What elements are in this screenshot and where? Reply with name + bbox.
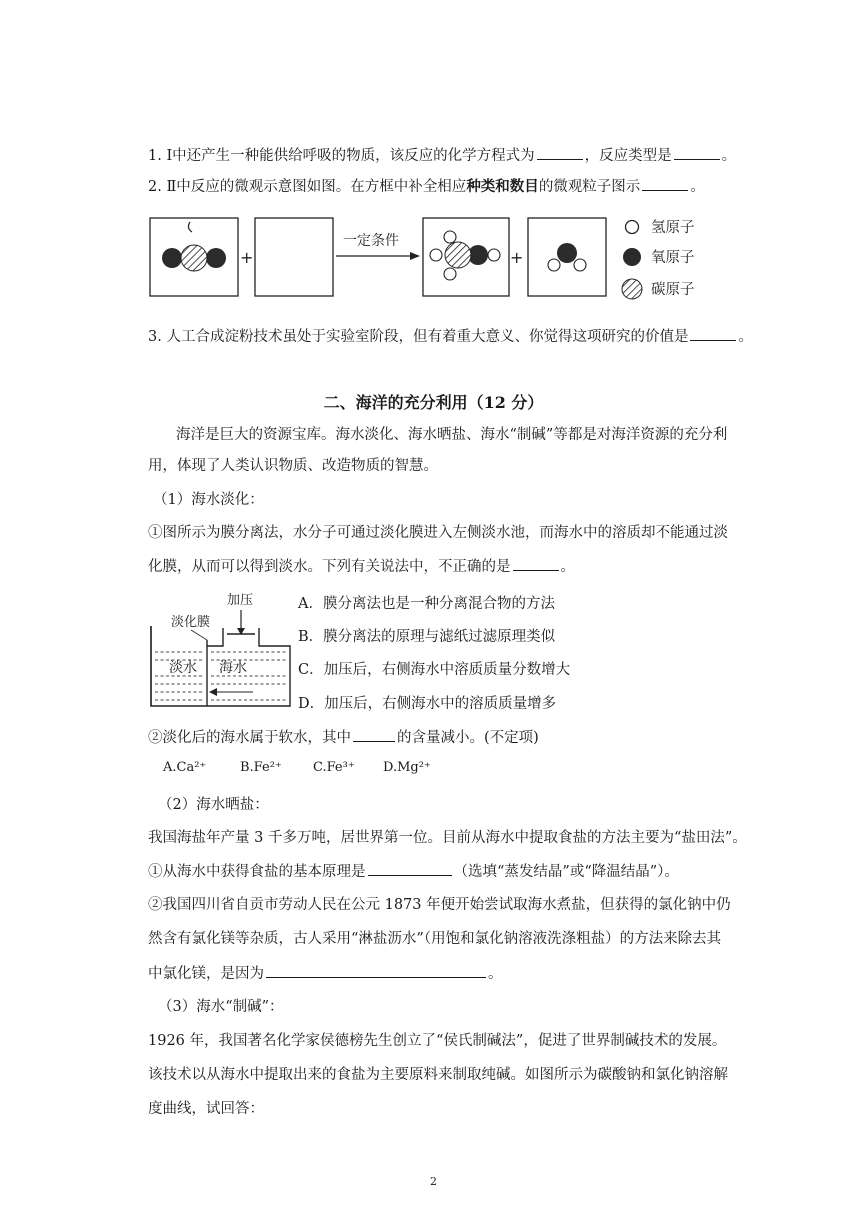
water-molecule	[548, 243, 586, 271]
oxygen-atom-icon	[623, 248, 641, 266]
ion-option-a[interactable]: A.Ca²⁺	[163, 760, 207, 775]
sub2-q1-text: ①从海水中获得食盐的基本原理是	[148, 864, 366, 880]
reaction-diagram	[140, 210, 720, 305]
sub1-q1-line2-text: 化膜，从而可以得到淡水。下列有关说法中，不正确的是	[148, 559, 511, 575]
sub1-q1-line1: ①图所示为膜分离法，水分子可通过淡化膜进入左侧淡水池，而海水中的溶质却不能通过淡	[148, 525, 728, 541]
legend-oxygen: 氧原子	[651, 250, 695, 266]
label-pressure: 加压	[227, 593, 254, 608]
membrane-figure	[145, 588, 295, 713]
sub3-line1: 1926 年，我国著名化学家侯德榜先生创立了“侯氏制碱法”，促进了世界制碱技术的发展。	[148, 1033, 727, 1049]
sub2-q2-line1: ②我国四川省自贡市劳动人民在公元 1873 年便开始尝试取海水煮盐，但获得的氯化钠中仍	[148, 897, 731, 913]
sub2-q2-line3	[148, 963, 503, 984]
q1-3-end: 。	[738, 329, 753, 345]
empty-answer-box[interactable]	[255, 218, 333, 296]
label-sea-water: 海水	[219, 660, 247, 676]
q1-1-end: 。	[721, 148, 737, 164]
ion-option-d[interactable]: D.Mg²⁺	[383, 760, 431, 775]
sub2-line1: 我国海盐年产量 3 千多万吨，居世界第一位。目前从海水中提取食盐的方法主要为“盐田法”。	[148, 830, 747, 846]
carbon-atom-icon	[622, 279, 642, 299]
ion-option-b[interactable]: B.Fe²⁺	[240, 760, 282, 775]
intro-line-2: 用，体现了人类认识物质、改造物质的智慧。	[148, 458, 438, 474]
answer-blank[interactable]	[537, 145, 583, 160]
question-1-1	[148, 145, 736, 166]
co2-molecule	[162, 245, 226, 271]
sub1-q2-text-post: 的含量减小。(不定项)	[397, 730, 539, 746]
q1-2-bold: 种类和数目	[466, 178, 539, 195]
q1-2-text: 2. Ⅱ中反应的微观示意图如图。在方框中补全相应	[148, 179, 467, 195]
option-a[interactable]: A．膜分离法也是一种分离混合物的方法	[298, 596, 555, 612]
label-membrane: 淡化膜	[171, 615, 211, 630]
plus-sign-2: +	[510, 248, 524, 267]
option-d[interactable]: D．加压后，右侧海水中的溶质质量增多	[298, 696, 557, 712]
answer-blank[interactable]	[674, 145, 720, 160]
label-fresh-water: 淡水	[169, 660, 197, 676]
sub1-q2-text: ②淡化后的海水属于软水，其中	[148, 730, 351, 746]
reaction-condition: 一定条件	[343, 233, 399, 249]
option-b[interactable]: B．膜分离法的原理与滤纸过滤原理类似	[298, 629, 556, 645]
sub1-heading: （1）海水淡化：	[153, 492, 264, 508]
sub2-q2-line3-end: 。	[488, 966, 503, 982]
answer-blank[interactable]	[513, 556, 559, 571]
sub2-q1-text-post: （选填“蒸发结晶”或“降温结晶”）。	[453, 864, 679, 880]
q1-3-text: 3. 人工合成淀粉技术虽处于实验室阶段，但有着重大意义、你觉得这项研究的价值是	[148, 329, 689, 345]
sub2-heading: （2）海水晒盐：	[158, 797, 269, 813]
ion-option-c[interactable]: C.Fe³⁺	[313, 760, 355, 775]
sub2-q1	[148, 861, 679, 882]
sub3-line3: 度曲线，试回答：	[148, 1101, 264, 1117]
plus-sign-1: +	[240, 248, 254, 267]
answer-blank[interactable]	[266, 963, 486, 978]
sub3-heading: （3）海水“制碱”：	[158, 999, 284, 1015]
question-1-2	[148, 176, 705, 197]
answer-blank[interactable]	[353, 727, 395, 742]
sub3-line2: 该技术以从海水中提取出来的食盐为主要原料来制取纯碱。如图所示为碳酸钠和氯化钠溶解	[148, 1067, 728, 1083]
sub1-q1-line2-end: 。	[560, 559, 575, 575]
answer-blank[interactable]	[690, 326, 736, 341]
methanol-molecule	[430, 231, 500, 280]
q1-2-end: 。	[690, 179, 705, 195]
q1-1-text: 1. Ⅰ中还产生一种能供给呼吸的物质，该反应的化学方程式为	[148, 148, 535, 164]
sub2-q2-line3-text: 中氯化镁，是因为	[148, 966, 264, 982]
legend-carbon: 碳原子	[651, 282, 695, 298]
section-title: 二、海洋的充分利用（12 分）	[323, 393, 544, 412]
question-1-3	[148, 326, 753, 347]
sub1-q2	[148, 727, 539, 748]
page-number: 2	[430, 1175, 437, 1188]
sub1-q1-line2	[148, 556, 575, 577]
legend-hydrogen: 氢原子	[651, 220, 695, 236]
option-c[interactable]: C．加压后，右侧海水中溶质质量分数增大	[298, 662, 571, 678]
answer-blank[interactable]	[368, 861, 452, 876]
legend	[622, 219, 695, 299]
q1-1-text-mid: ，反应类型是	[584, 148, 672, 164]
answer-blank[interactable]	[642, 176, 688, 191]
q1-2-text-post: 的微观粒子图示	[538, 179, 641, 195]
intro-line-1: 海洋是巨大的资源宝库。海水淡化、海水晒盐、海水“制碱”等都是对海洋资源的充分利	[176, 427, 728, 443]
sub2-q2-line2: 然含有氯化镁等杂质，古人采用“淋盐沥水”（用饱和氯化钠溶液洗涤粗盐）的方法来除去其	[148, 931, 722, 947]
hydrogen-atom-icon	[626, 221, 639, 234]
